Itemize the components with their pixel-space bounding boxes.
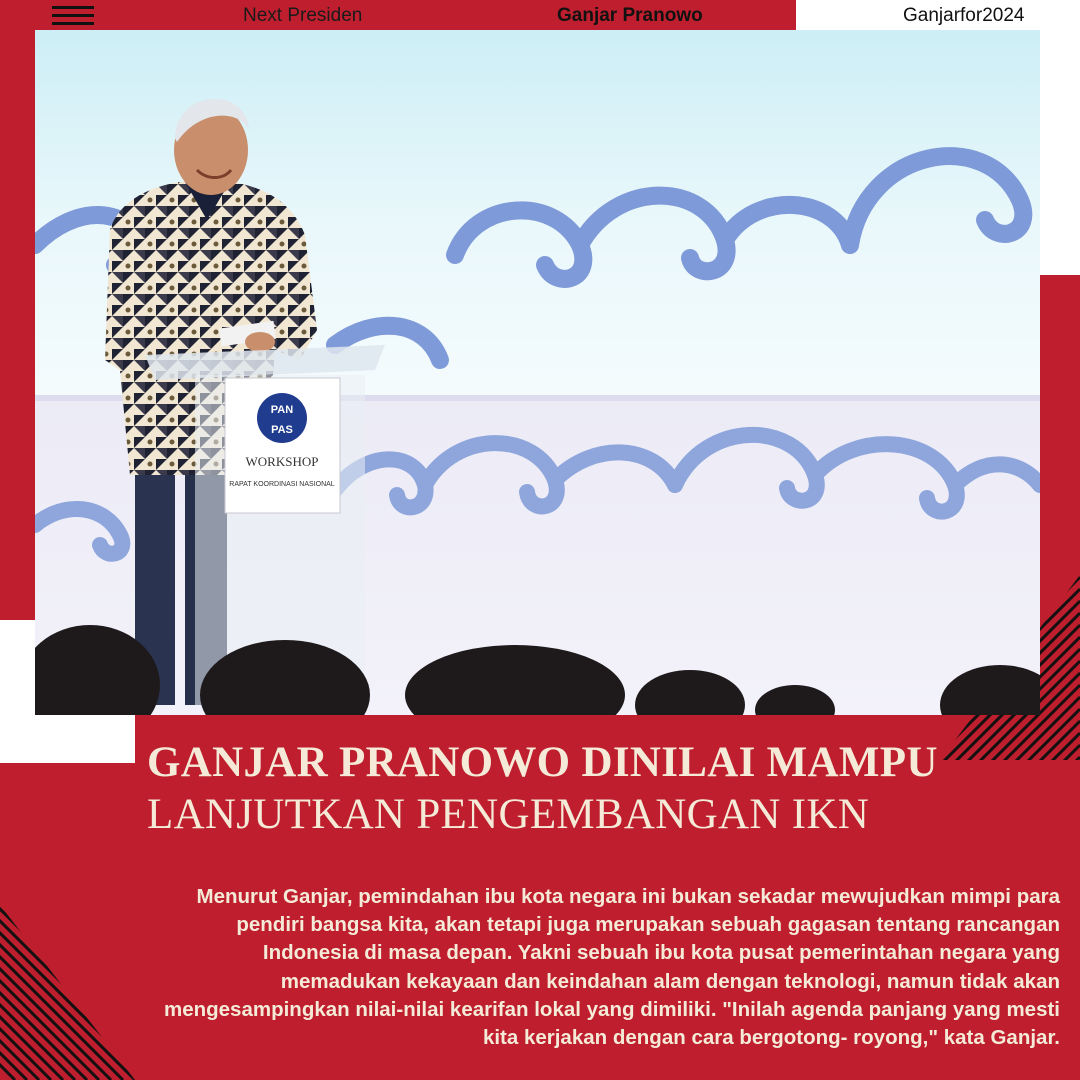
headline-line-2: LANJUTKAN PENGEMBANGAN IKN (147, 791, 870, 838)
top-bar (0, 0, 1080, 30)
nav-next-presiden[interactable]: Next Presiden (243, 5, 363, 26)
headline-line-1: GANJAR PRANOWO DINILAI MAMPU (147, 739, 938, 786)
white-accent-block-right (1040, 30, 1080, 275)
podium-sign-rakornas: RAPAT KOORDINASI NASIONAL (229, 481, 335, 488)
hamburger-menu-icon[interactable] (52, 6, 94, 26)
event-photo (35, 30, 1040, 715)
article-body: Menurut Ganjar, pemindahan ibu kota negara ini bukan sekadar mewujudkan mimpi para pendiri bangsa kita, akan tetapi juga merupakan sebuah gagasan tentang rancangan Indonesia di masa depan. Yakni sebuah ibu kota pusat pemerintahan negara yang memadukan kekayaan dan keindahan alam dengan teknologi, namun tidak akan mengesampingkan nilai-nilai kearifan lokal yang dimiliki. "Inilah agenda panjang yang mesti kita kerjakan dengan cara bergotong- royong," kata Ganjar. (163, 885, 1060, 1050)
podium-sign-workshop: WORKSHOP (245, 454, 319, 469)
diagonal-stripes-decoration-left (0, 905, 135, 1080)
nav-ganjar-pranowo[interactable]: Ganjar Pranowo (557, 5, 703, 26)
social-handle[interactable]: Ganjarfor2024 (903, 5, 1025, 26)
podium-sign-pan: PAN (270, 404, 294, 416)
podium-sign-pas: PAS (271, 424, 293, 436)
